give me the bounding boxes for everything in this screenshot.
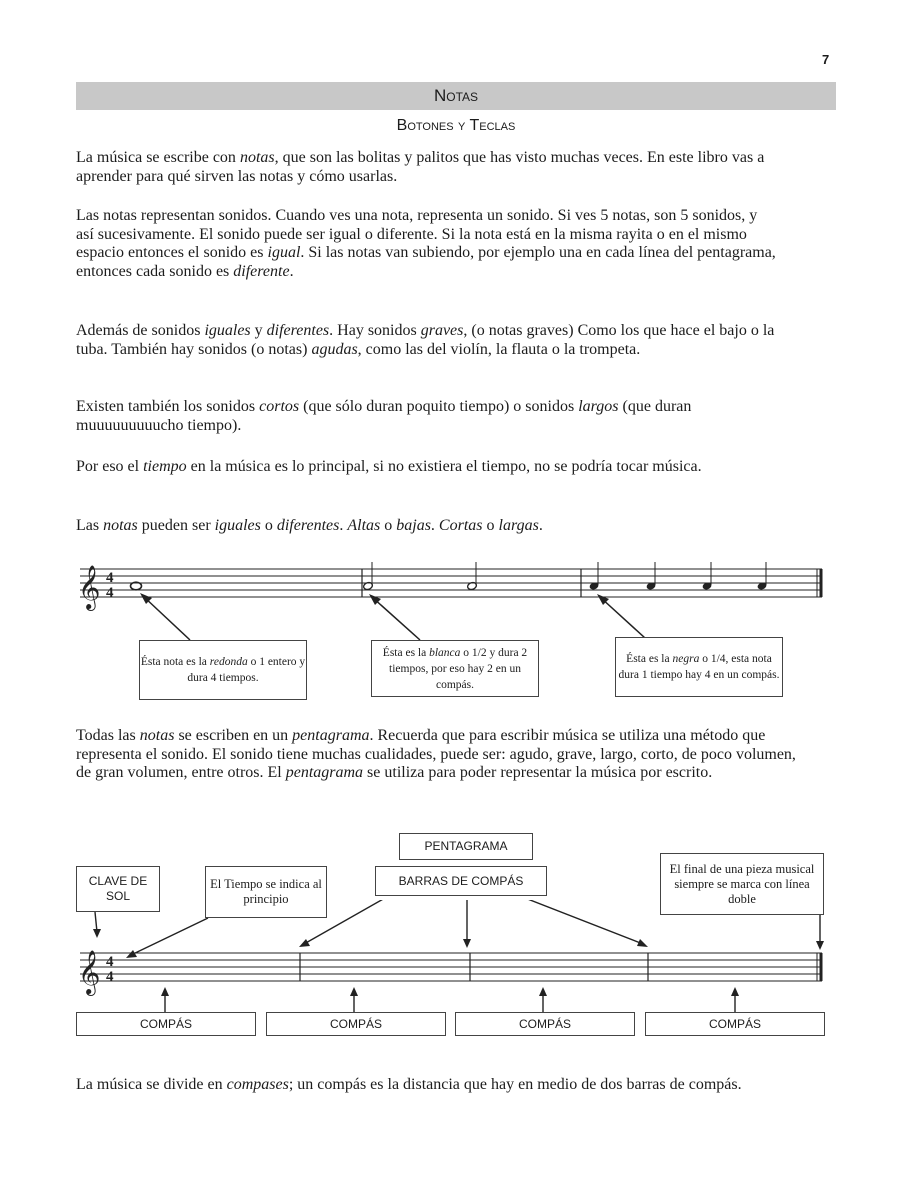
pointer-arrow bbox=[143, 596, 190, 640]
arrow-head bbox=[731, 987, 739, 996]
label-clave-de-sol: CLAVE DE SOL bbox=[76, 866, 160, 912]
arrow-head bbox=[816, 941, 824, 950]
paragraph-6: Las notas pueden ser iguales o diferentes. Altas o bajas. Cortas o largas. bbox=[76, 517, 543, 534]
section-subtitle: Botones y Teclas bbox=[396, 117, 516, 134]
label-compas: COMPÁS bbox=[76, 1012, 256, 1036]
arrow-head bbox=[161, 987, 169, 996]
pointer-arrow bbox=[525, 900, 643, 944]
paragraph-4: Existen también los sonidos cortos (que sólo duran poquito tiempo) o sonidos largos (que duran muuuuuuuuucho tiempo). bbox=[76, 398, 692, 434]
arrow-head bbox=[299, 939, 310, 947]
label-barras-de-compas: BARRAS DE COMPÁS bbox=[375, 866, 547, 896]
arrow-head bbox=[350, 987, 358, 996]
label-tiempo: El Tiempo se indica al principio bbox=[205, 866, 327, 918]
label-pentagrama: PENTAGRAMA bbox=[399, 833, 533, 860]
page-number: 7 bbox=[822, 52, 830, 67]
svg-text:𝄞: 𝄞 bbox=[78, 565, 101, 609]
arrow-head bbox=[539, 987, 547, 996]
svg-text:𝄞: 𝄞 bbox=[78, 950, 101, 994]
paragraph-1: La música se escribe con notas, que son las bolitas y palitos que has visto muchas veces. En este libro vas a aprender para qué sirven las notas y cómo usarlas. bbox=[76, 149, 765, 185]
svg-text:4: 4 bbox=[106, 954, 114, 970]
arrow-head bbox=[126, 950, 137, 958]
pointer-arrow bbox=[131, 918, 208, 955]
svg-text:4: 4 bbox=[106, 585, 114, 601]
paragraph-3: Además de sonidos iguales y diferentes. Hay sonidos graves, (o notas graves) Como los que hace el bajo o la tuba. También hay sonidos (o notas) agudas, como las del violín, la flauta o la trompeta. bbox=[76, 322, 775, 358]
paragraph-7: Todas las notas se escriben en un pentagrama. Recuerda que para escribir música se utiliza una método que representa el sonido. El sonido tiene muchas cualidades, puede ser: agudo, grave, largo, corto, de poco volumen, de gran volumen, entre otros. El pentagrama se utiliza para poder representar la música por escrito. bbox=[76, 727, 796, 781]
label-compas: COMPÁS bbox=[645, 1012, 825, 1036]
label-linea-doble: El final de una pieza musical siempre se marca con línea doble bbox=[660, 853, 824, 915]
svg-text:4: 4 bbox=[106, 969, 114, 985]
label-negra: Ésta es la negra o 1/4, esta nota dura 1 tiempo hay 4 en un compás. bbox=[615, 637, 783, 697]
label-redonda: Ésta nota es la redonda o 1 entero y dura 4 tiempos. bbox=[139, 640, 307, 700]
pointer-arrow bbox=[600, 597, 645, 638]
treble-clef-icon bbox=[78, 565, 100, 611]
page-title: Notas bbox=[433, 86, 479, 105]
paragraph-5: Por eso el tiempo en la música es lo principal, si no existiera el tiempo, no se podría tocar música. bbox=[76, 458, 702, 475]
label-compas: COMPÁS bbox=[266, 1012, 446, 1036]
svg-text:4: 4 bbox=[106, 570, 114, 586]
arrow-head bbox=[93, 929, 101, 938]
arrow-head bbox=[463, 939, 471, 948]
time-signature bbox=[106, 570, 114, 601]
paragraph-8: La música se divide en compases; un compás es la distancia que hay en medio de dos barras de compás. bbox=[76, 1076, 742, 1093]
pointer-arrow bbox=[372, 597, 420, 640]
paragraph-2: Las notas representan sonidos. Cuando ves una nota, representa un sonido. Si ves 5 notas, son 5 sonidos, y así sucesivamente. El sonido puede ser igual o diferente. Si la nota está en la misma rayita o en el mismo espacio entonces el sonido es igual. Si las notas van subiendo, por ejemplo una en cada línea del pentagrama, entonces cada sonido es diferente. bbox=[76, 207, 776, 280]
label-compas: COMPÁS bbox=[455, 1012, 635, 1036]
arrow-head bbox=[637, 939, 648, 947]
label-blanca: Ésta es la blanca o 1/2 y dura 2 tiempos, por eso hay 2 en un compás. bbox=[371, 640, 539, 697]
